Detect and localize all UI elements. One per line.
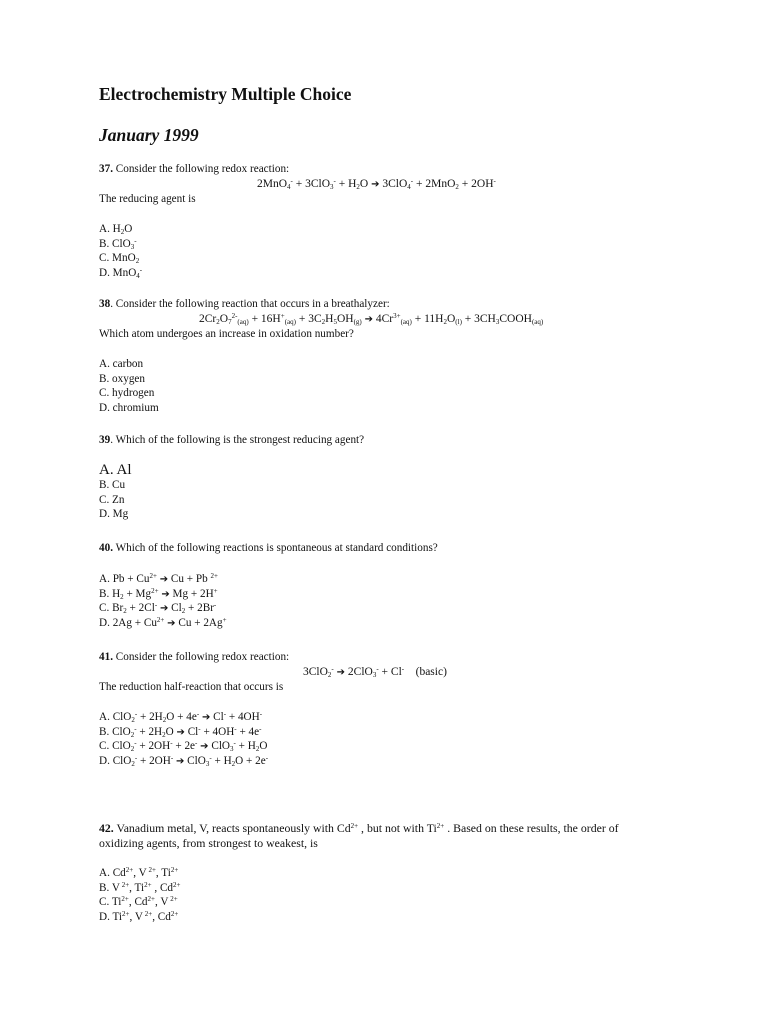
option-b[interactable]: B. ClO$_3$- — [99, 236, 137, 251]
question-prompt: Which of the following reactions is spontaneous at standard conditions? — [112, 542, 438, 554]
option-a[interactable]: A. $ClO_2^- + 2H_2O + 4e^-$ ➔ Cl- + 4OH- — [99, 710, 263, 724]
option-b[interactable]: B. oxygen — [99, 372, 145, 385]
option-c[interactable]: C. $Ti^{2+}$, $Cd^{2+}$, V $^{2+}$ — [99, 895, 178, 909]
option-b[interactable]: B. Cu — [99, 479, 126, 491]
option-d[interactable]: D. MnO$_4$- — [99, 265, 143, 280]
option-a[interactable]: A. Al — [99, 462, 132, 478]
question-41 — [99, 650, 719, 768]
question-number: 41. — [99, 651, 113, 663]
question-number: 40. — [99, 542, 113, 554]
question-prompt: . Consider the following reaction that occurs in a breathalyzer: — [110, 298, 390, 310]
question-40 — [99, 541, 719, 630]
question-prompt-line2: oxidizing agents, from strongest to weakest, is — [99, 836, 318, 850]
option-c[interactable]: C. Zn — [99, 493, 125, 506]
question-number: 37. — [99, 163, 113, 175]
option-c[interactable]: C. $Br_2 + 2Cl^-$ ➔ $Cl_2 + 2Br^-$ — [99, 601, 217, 616]
question-number: 42. — [99, 821, 114, 835]
option-a[interactable]: A. carbon — [99, 358, 144, 370]
redox-equation: $2MnO_4^- + 3ClO_3^- + H_2O$ ➔ 3ClO$_4$- + 2MnO$_2$ + 2OH- — [257, 177, 496, 191]
question-followup: The reduction half-reaction that occurs is — [99, 681, 284, 693]
option-b[interactable]: B. $H_2 + Mg^{2+}$ ➔ Mg + 2H+ — [99, 586, 218, 601]
option-c[interactable]: C. ClO$_2$- + 2OH- + 2e- ➔ $ClO_3^- + H_2O$ — [99, 739, 268, 754]
question-followup: The reducing agent is — [99, 193, 196, 205]
question-42: 42. Vanadium metal, V, reacts spontaneously with $Cd^{2+}$ , but not with $Ti^{2+}$ . Based on these results, the order of oxidizing agents, from strongest to weakest, is A. $Cd^{2+}$, V $^{2+}$, $Ti^{2+}$ B. V $^{2+}$, $Ti^{2+}$ , $Cd^{2+}$ C. $Ti^{2+}$, $Cd^{2+}$, V $^{2+}$ D. $Ti^{2+}$, V $^{2+}$, $Cd^{2+}$ — [99, 821, 719, 924]
answer-options — [99, 462, 719, 522]
question-prompt: Consider the following redox reaction: — [112, 163, 290, 175]
reaction-condition: (basic) — [415, 666, 447, 678]
option-d[interactable]: D. Mg — [99, 508, 129, 521]
question-39 — [99, 433, 719, 522]
question-prompt: . Which of the following is the strongest reducing agent? — [110, 434, 365, 446]
option-d[interactable]: D. ClO$_2$- + 2OH- ➔ $ClO_3^- + H_2O + 2e^-$ — [99, 753, 269, 768]
answer-options — [99, 222, 719, 280]
document-subtitle: January 1999 — [99, 125, 199, 145]
answer-options — [99, 572, 719, 630]
document-title: Electrochemistry Multiple Choice — [99, 84, 352, 104]
option-d[interactable]: D. $2Ag + Cu^{2+}$ ➔ Cu + 2Ag+ — [99, 615, 227, 629]
question-prompt: Consider the following redox reaction: — [112, 651, 290, 663]
option-d[interactable]: D. chromium — [99, 401, 159, 414]
question-38 — [99, 297, 719, 415]
question-number: 39 — [99, 434, 111, 446]
option-b[interactable]: B. V $^{2+}$, $Ti^{2+}$ , $Cd^{2+}$ — [99, 880, 181, 894]
option-b[interactable]: B. $ClO_2^- + 2H_2O$ ➔ Cl- + 4OH- + 4e- — [99, 724, 262, 739]
answer-options — [99, 710, 719, 768]
question-37 — [99, 162, 719, 280]
option-a[interactable]: A. $Pb + Cu^{2+}$ ➔ Cu + Pb $^{2+}$ — [99, 572, 218, 585]
question-followup: Which atom undergoes an increase in oxidation number? — [99, 328, 354, 340]
option-c[interactable]: C. MnO$_2$ — [99, 252, 140, 266]
option-d[interactable]: D. $Ti^{2+}$, V $^{2+}$, $Cd^{2+}$ — [99, 909, 179, 923]
answer-options — [99, 357, 719, 415]
answer-options — [99, 866, 719, 924]
option-a[interactable]: A. $Cd^{2+}$, V $^{2+}$, $Ti^{2+}$ — [99, 866, 179, 879]
breathalyzer-equation: $2Cr_2O_7^{2-}_{(aq)} + 16H^+_{(aq)} + 3C_2H_5OH_{(g)}$ ➔ $4Cr^{3+}_{(aq)} + 11H_2O_{(l)}$ + $3CH_3COOH_{(aq)}$ — [199, 312, 544, 326]
option-c[interactable]: C. hydrogen — [99, 387, 155, 400]
redox-equation: 3ClO$_2$- ➔ 2ClO$_3$- + Cl- (basic) — [303, 665, 447, 679]
question-number: 38 — [99, 298, 111, 310]
option-a[interactable]: A. $H_2O$ — [99, 223, 133, 236]
